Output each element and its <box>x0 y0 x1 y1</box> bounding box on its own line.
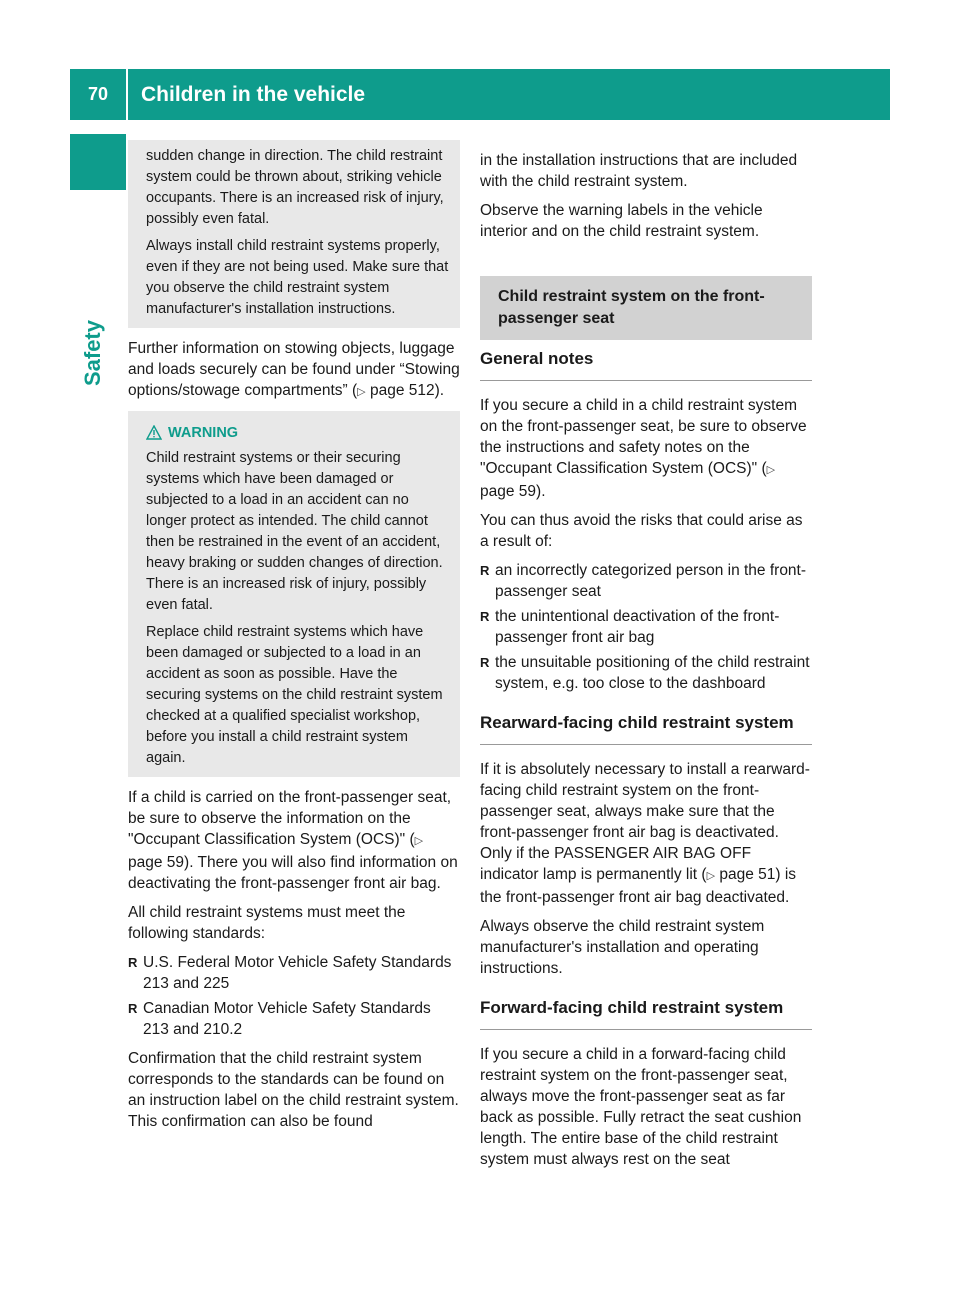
page-ref-arrow-icon: ▷ <box>706 870 716 882</box>
rearward-heading: Rearward-facing child restraint system <box>480 712 812 745</box>
rearward-page-ref[interactable]: page 51) is the front-passenger front air bag deactivated. <box>480 866 797 906</box>
forward-heading: Forward-facing child restraint system <box>480 997 812 1030</box>
forward-p1: If you secure a child in a forward-facing child restraint system on the front-passenger seat, always move the front-passenger seat as far back as possible. Fully retract the seat cushion length. The entire base of the child restraint system must always rest on the seat <box>480 1046 802 1168</box>
warning-cont-p2: Always install child restraint systems properly, even if they are not being used. Make sure that you observe the child restraint system manufacturer's installation instructions. <box>146 238 449 317</box>
stowing-paragraph: Further information on stowing objects, luggage and loads securely can be found under “Stowing options/stowage compartments” (▷ page 512). <box>128 340 460 399</box>
installation-cont-paragraph: in the installation instructions that are included with the child restraint system. <box>480 152 798 190</box>
confirmation-paragraph: Confirmation that the child restraint system corresponds to the standards can be found on an instruction label on the child restraint system. This confirmation can also be found <box>128 1050 459 1130</box>
warning-box <box>128 411 460 777</box>
rearward-p1 <box>480 759 812 908</box>
warning-heading <box>146 423 450 444</box>
section-tab-marker <box>70 134 126 190</box>
section-tab-label: Safety <box>80 320 105 387</box>
section-heading-box: Child restraint system on the front-passenger seat <box>480 276 812 340</box>
list-item: R Canadian Motor Vehicle Safety Standards 213 and 210.2 <box>128 998 460 1040</box>
list-item: R U.S. Federal Motor Vehicle Safety Standards 213 and 225 <box>128 952 460 994</box>
page-ref-arrow-icon: ▷ <box>414 835 424 847</box>
standards-intro: All child restraint systems must meet the following standards: <box>128 904 406 942</box>
warning-p1: Child restraint systems or their securing systems which have been damaged or subjected to a load in an accident can no longer protect as intended. The child cannot then be restrained in the event of an accident, heavy braking or sudden changes of direction. There is an increased risk of injury, possibly even fatal. <box>146 450 443 613</box>
risk-list <box>480 560 812 694</box>
general-notes-page-ref[interactable]: page 59). <box>480 483 546 500</box>
general-notes-text: If you secure a child in a child restraint system on the front-passenger seat, be sure to observe the instructions and safety notes on the "Occupant Classification System (OCS)" <box>480 397 807 477</box>
warning-continued-box <box>128 140 460 328</box>
right-column <box>480 150 812 1178</box>
page-ref-arrow-icon: ▷ <box>766 464 776 476</box>
warning-triangle-icon <box>146 425 162 440</box>
chapter-title: Children in the vehicle <box>141 83 366 106</box>
page-number: 70 <box>87 84 109 104</box>
standards-list <box>128 952 460 1040</box>
general-notes-p1: If you secure a child in a child restraint system on the front-passenger seat, be sure to observe the instructions and safety notes on the "Occupant Classification System (OCS)" (▷ page 59). <box>480 397 807 500</box>
warning-cont-p1: sudden change in direction. The child restraint system could be thrown about, striking vehicle occupants. There is an increased risk of injury, possibly even fatal. <box>146 148 444 227</box>
front-passenger-text: If a child is carried on the front-passenger seat, be sure to observe the information on the "Occupant Classification System (OCS)" <box>128 789 452 848</box>
left-column <box>128 150 460 1140</box>
front-passenger-paragraph: If a child is carried on the front-passenger seat, be sure to observe the information on the "Occupant Classification System (OCS)" (▷ page 59). There you will also find information on deactivating the front-passenger front air bag. <box>128 789 458 892</box>
list-item: R an incorrectly categorized person in the front-passenger seat <box>480 560 812 602</box>
front-passenger-page-ref[interactable]: page 59). There you will also find information on deactivating the front-passenger front air bag. <box>128 854 458 892</box>
page-ref-arrow-icon: ▷ <box>357 386 366 398</box>
rearward-text: If it is absolutely necessary to install a rearward-facing child restraint system on the front-passenger seat, always make sure that the front-passenger front air bag is deactivated. Only if the PASSENGER AIR BAG OFF indicator lamp is permanently lit ( <box>480 761 810 883</box>
rearward-p2: Always observe the child restraint system manufacturer's installation and operating instructions. <box>480 918 765 977</box>
general-notes-p2: You can thus avoid the risks that could arise as a result of: <box>480 512 803 550</box>
list-item: R the unintentional deactivation of the front-passenger front air bag <box>480 606 812 648</box>
warning-labels-paragraph: Observe the warning labels in the vehicle interior and on the child restraint system. <box>480 202 763 240</box>
stowing-text: Further information on stowing objects, luggage and loads securely can be found under “Stowing options/stowage compartments” <box>128 340 460 399</box>
header-divider <box>126 69 128 120</box>
warning-label: WARNING <box>168 425 239 441</box>
general-notes-heading: General notes <box>480 348 812 381</box>
warning-p2: Replace child restraint systems which have been damaged or subjected to a load in an accident as soon as possible. Have the securing systems on the child restraint system checked at a qualified specialist workshop, before you install a child restraint system again. <box>146 624 443 766</box>
stowing-page-ref[interactable]: page 512). <box>369 382 445 399</box>
list-item: R the unsuitable positioning of the child restraint system, e.g. too close to the dashboard <box>480 652 812 694</box>
